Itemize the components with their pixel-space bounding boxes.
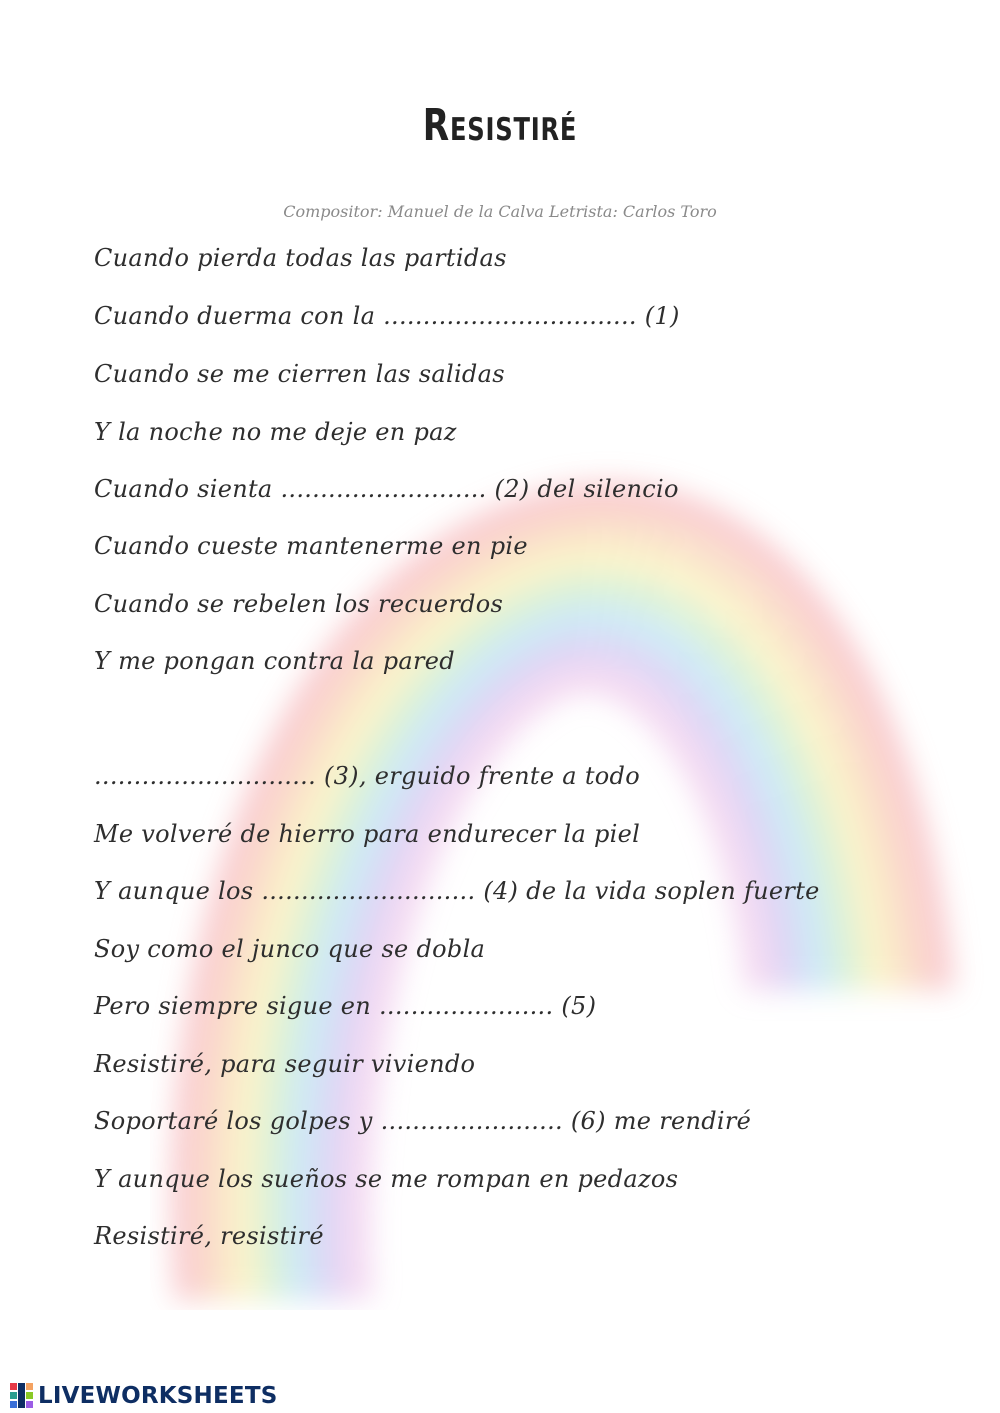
lyric-line-16: Y aunque los sueños se me rompan en pedazos [94,1165,679,1193]
song-credits: Compositor: Manuel de la Calva Letrista: Carlos Toro [283,202,717,221]
lyric-line-6: Cuando cueste mantenerme en pie [94,532,528,560]
lyric-line-5: Cuando sienta .......................... (2) del silencio [94,475,679,503]
lyric-line-2: Cuando duerma con la ................................ (1) [94,302,680,330]
lyric-line-13: Pero siempre sigue en ...................... (5) [94,992,597,1020]
lyric-line-7: Cuando se rebelen los recuerdos [94,590,504,618]
lyric-line-15: Soportaré los golpes y ....................... (6) me rendiré [94,1107,752,1135]
lyric-line-17: Resistiré, resistiré [94,1222,324,1250]
footer-brand-label: LIVEWORKSHEETS [38,1383,278,1409]
lyric-line-1: Cuando pierda todas las partidas [94,244,507,272]
lyric-line-14: Resistiré, para seguir viviendo [94,1050,476,1078]
lyric-line-8: Y me pongan contra la pared [94,647,455,675]
liveworksheets-logo-icon [10,1383,34,1409]
page-title: Resistiré [422,100,578,151]
lyric-line-3: Cuando se me cierren las salidas [94,360,505,388]
lyric-line-9: ............................ (3), erguido frente a todo [94,762,640,790]
lyric-line-10: Me volveré de hierro para endurecer la piel [94,820,641,848]
footer-brand[interactable] [10,1381,277,1411]
lyric-line-12: Soy como el junco que se dobla [94,935,486,963]
lyric-line-11: Y aunque los ........................... (4) de la vida soplen fuerte [94,877,820,905]
lyric-line-4: Y la noche no me deje en paz [94,418,457,446]
